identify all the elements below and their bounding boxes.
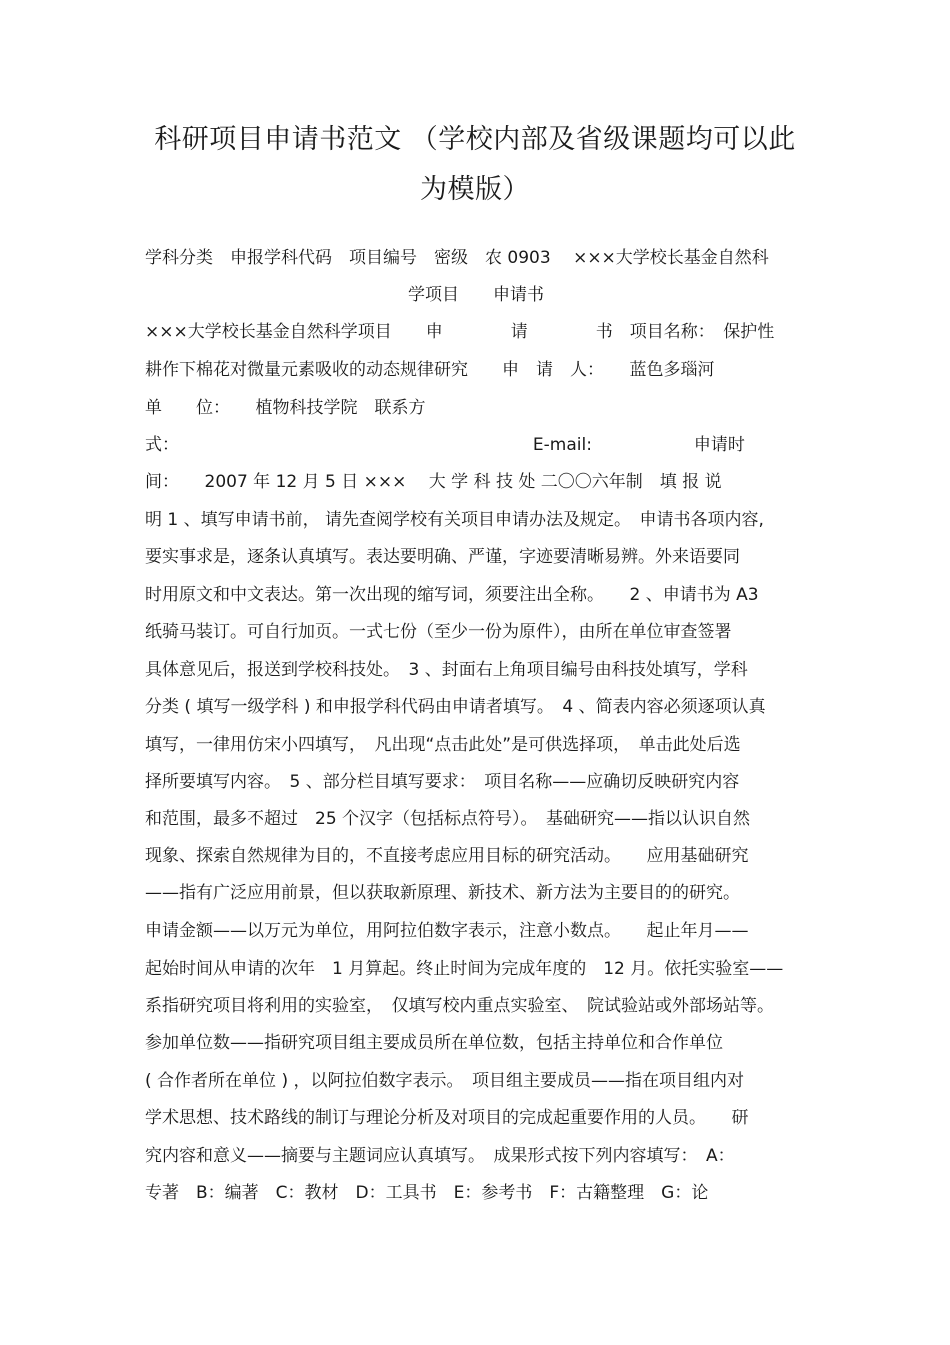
text-line-8: 明 1 、填写申请书前， 请先查阅学校有关项目申请办法及规定。 申请书各项内容, <box>145 510 764 530</box>
text-line-9: 要实事求是，逐条认真填写。表达要明确、严谨，字迹要清晰易辨。外来语要同 <box>145 547 740 567</box>
text-line-23: ( 合作者所在单位 ) ，以阿拉伯数字表示。 项目组主要成员——指在项目组内对 <box>145 1071 744 1091</box>
text-line-19: 申请金额——以万元为单位，用阿拉伯数字表示，注意小数点。 起止年月—— <box>145 921 749 941</box>
text-line-13: 分类 ( 填写一级学科 ) 和申报学科代码由申请者填写。 4 、简表内容必须逐项认真 <box>145 697 766 717</box>
text-line-11: 纸骑马装订。可自行加页。一式七份（至少一份为原件），由所在单位审查签署 <box>145 622 732 642</box>
text-line-16: 和范围，最多不超过 25 个汉字（包括标点符号）。 基础研究——指以认识自然 <box>145 809 751 829</box>
text-line-22: 参加单位数——指研究项目组主要成员所在单位数，包括主持单位和合作单位 <box>145 1033 723 1053</box>
text-line-2: 学项目 申请书 <box>408 285 544 305</box>
text-line-18: ——指有广泛应用前景，但以获取新原理、新技术、新方法为主要目的的研究。 <box>145 883 740 903</box>
text-line-12: 具体意见后，报送到学校科技处。 3 、封面右上角项目编号由科技处填写，学科 <box>145 660 748 680</box>
text-line-3: ×××大学校长基金自然科学项目 申 请 书 项目名称： 保护性 <box>145 322 775 342</box>
text-line-6: 式： E-mail: 申请时 <box>145 435 745 455</box>
text-line-14: 填写，一律用仿宋小四填写， 凡出现“点击此处”是可供选择项， 单击此处后选 <box>145 735 741 755</box>
text-line-25: 究内容和意义——摘要与主题词应认真填写。 成果形式按下列内容填写： A： <box>145 1146 735 1166</box>
text-line-7: 间： 2007 年 12 月 5 日 ××× 大 学 科 技 处 二〇〇六年制 填 报 说 <box>145 472 722 492</box>
text-line-20: 起始时间从申请的次年 1 月算起。终止时间为完成年度的 12 月。依托实验室—— <box>145 959 784 979</box>
text-line-24: 学术思想、技术路线的制订与理论分析及对项目的完成起重要作用的人员。 研 <box>145 1108 749 1128</box>
text-line-17: 现象、探索自然规律为目的，不直接考虑应用目标的研究活动。 应用基础研究 <box>145 846 749 866</box>
text-line-26: 专著 B：编著 C：教材 D：工具书 E：参考书 F：古籍整理 G：论 <box>145 1183 709 1203</box>
text-line-1: 学科分类 申报学科代码 项目编号 密级 农 0903 ×××大学校长基金自然科 <box>145 248 769 268</box>
document-title-line-1: 科研项目申请书范文 （学校内部及省级课题均可以此 <box>154 124 796 155</box>
text-line-4: 耕作下棉花对微量元素吸收的动态规律研究 申 请 人： 蓝色多瑙河 <box>145 360 715 380</box>
text-line-10: 时用原文和中文表达。第一次出现的缩写词，须要注出全称。 2 、申请书为 A3 <box>145 585 759 605</box>
text-line-21: 系指研究项目将利用的实验室， 仅填写校内重点实验室、 院试验站或外部场站等。 <box>145 996 774 1016</box>
text-line-15: 择所要填写内容。 5 、部分栏目填写要求： 项目名称——应确切反映研究内容 <box>145 772 740 792</box>
text-line-5: 单 位： 植物科技学院 联系方 <box>145 398 426 418</box>
document-title-line-2: 为模版） <box>420 174 530 205</box>
